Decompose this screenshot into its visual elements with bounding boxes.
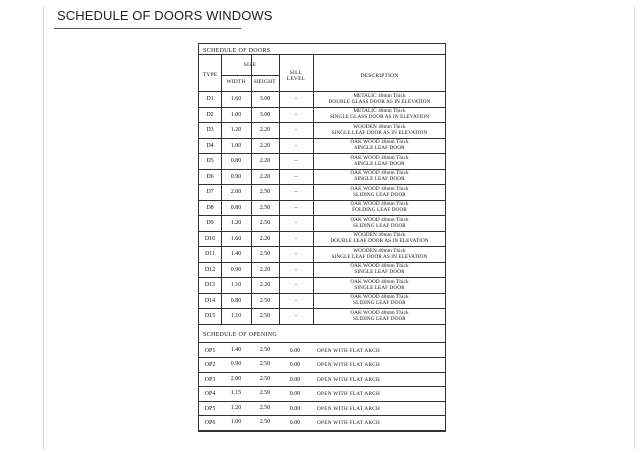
door-height-cell: 2.50	[259, 251, 271, 257]
type-header: TYPE	[202, 72, 218, 78]
opening-description-cell: OPEN WITH FLAT ARCH	[317, 347, 381, 354]
door-type-cell: D3	[206, 127, 214, 133]
opening-sill-cell: 0.00	[289, 405, 301, 412]
door-width-cell: 0.90	[230, 266, 242, 273]
door-height-cell: 2.50	[259, 189, 271, 195]
opening-height-cell: 2.50	[259, 404, 271, 411]
door-type-cell: D2	[206, 111, 214, 118]
door-description-line-2: SINGLE GLASS DOOR AS IN ELEVATION	[329, 114, 430, 120]
opening-width-cell: 1.40	[230, 346, 242, 353]
door-width-cell: 0.90	[230, 173, 242, 180]
grid-line	[199, 54, 446, 55]
door-type-cell: D1	[206, 96, 214, 102]
door-type-cell: D15	[204, 313, 216, 319]
door-width-cell: 1.60	[230, 235, 242, 242]
door-description-line-2: SINGLE LEAF DOOR	[354, 160, 405, 167]
grid-line	[221, 75, 279, 76]
opening-type-cell: OP1	[204, 347, 216, 354]
door-type-cell: D4	[206, 142, 214, 149]
opening-width-cell: 0.90	[230, 361, 242, 367]
door-description-line-1: OAK WOOD 40mm Thick	[350, 294, 409, 300]
opening-height-cell: 2.50	[259, 390, 271, 396]
width-header: WIDTH	[226, 79, 246, 85]
door-description-line-2: SLIDING LEAF DOOR	[353, 191, 406, 198]
door-sill-cell: –	[294, 158, 298, 164]
door-sill-cell: –	[294, 313, 298, 319]
opening-height-cell: 2.50	[259, 361, 271, 367]
opening-type-cell: OP3	[204, 376, 216, 383]
title-underline	[54, 28, 241, 29]
grid-line	[199, 415, 446, 416]
opening-description-cell: OPEN WITH FLAT ARCH	[317, 391, 381, 397]
door-width-cell: 1.00	[230, 142, 242, 149]
door-description-line-1: WOODEN 40mm Thick	[353, 247, 406, 254]
door-sill-cell: –	[294, 96, 298, 102]
grid-line	[199, 386, 446, 387]
door-description-line-1: METALIC 40mm Thick	[353, 92, 406, 99]
door-height-cell: 2.50	[259, 313, 271, 319]
door-height-cell: 2.50	[259, 297, 271, 304]
opening-width-cell: 2.00	[230, 375, 242, 382]
doors-schedule-title: SCHEDULE OF DOORS	[203, 48, 271, 54]
door-width-cell: 0.80	[230, 158, 242, 164]
opening-type-cell: OP5	[204, 405, 216, 412]
door-width-cell: 1.20	[230, 220, 242, 226]
opening-type-cell: OP4	[204, 391, 216, 397]
door-height-cell: 2.20	[259, 127, 271, 133]
door-description-line-2: SINGLE LEAF DOOR	[354, 284, 405, 291]
door-description-line-1: OAK WOOD 40mm Thick	[350, 185, 409, 192]
door-sill-cell: –	[294, 266, 298, 273]
door-height-cell: 2.20	[259, 235, 271, 242]
grid-line	[199, 372, 446, 373]
opening-width-cell: 1.00	[230, 419, 242, 425]
door-description-line-1: OAK WOOD 40mm Thick	[350, 263, 409, 269]
door-description-line-1: OAK WOOD 40mm Thick	[350, 139, 409, 145]
door-width-cell: 1.20	[230, 127, 242, 133]
opening-description-cell: OPEN WITH FLAT ARCH	[317, 362, 381, 368]
opening-sill-cell: 0.00	[289, 347, 301, 354]
opening-height-cell: 2.50	[259, 346, 271, 353]
door-description-line-2: SINGLE LEAF DOOR	[354, 145, 405, 151]
opening-height-cell: 2.50	[259, 419, 271, 425]
opening-sill-cell: 0.00	[289, 391, 301, 397]
door-description-line-1: OAK WOOD 40mm Thick	[350, 154, 409, 161]
door-type-cell: D12	[204, 266, 216, 273]
height-header: HEIGHT	[254, 79, 276, 85]
door-description-line-1: OAK WOOD 40mm Thick	[350, 309, 409, 316]
door-height-cell: 3.00	[259, 111, 271, 118]
door-height-cell: 3.00	[259, 96, 271, 102]
door-sill-cell: –	[294, 173, 298, 180]
door-width-cell: 1.40	[230, 251, 242, 257]
description-header: DESCRIPTION	[360, 73, 399, 79]
door-description-line-2: SLIDING LEAF DOOR	[353, 300, 406, 306]
opening-description-cell: OPEN WITH FLAT ARCH	[317, 376, 381, 383]
door-height-cell: 2.20	[259, 266, 271, 273]
door-width-cell: 1.00	[230, 111, 242, 118]
opening-sill-cell: 0.00	[289, 362, 301, 368]
opening-sill-cell: 0.00	[289, 420, 301, 426]
door-sill-cell: –	[294, 297, 298, 304]
opening-description-cell: OPEN WITH FLAT ARCH	[317, 405, 381, 412]
door-type-cell: D6	[206, 173, 214, 180]
door-height-cell: 2.50	[259, 220, 271, 226]
door-description-line-2: SINGLE LEAF DOOR AS IN ELEVATION	[331, 253, 428, 260]
opening-width-cell: 1.20	[230, 404, 242, 411]
door-description-line-2: FOLDING LEAF DOOR	[352, 207, 407, 213]
door-sill-cell: –	[294, 282, 298, 288]
opening-type-cell: OP2	[204, 362, 216, 368]
door-sill-cell: –	[294, 127, 298, 133]
door-sill-cell: –	[294, 235, 298, 242]
grid-line	[199, 342, 446, 343]
door-description-line-2: SLIDING LEAF DOOR	[353, 222, 406, 229]
door-height-cell: 2.50	[259, 204, 271, 211]
page-title: SCHEDULE OF DOORS WINDOWS	[57, 8, 273, 23]
door-sill-cell: –	[294, 189, 298, 195]
door-type-cell: D14	[204, 297, 216, 304]
door-type-cell: D7	[206, 189, 214, 195]
door-description-line-1: OAK WOOD 40mm Thick	[350, 170, 409, 176]
door-type-cell: D13	[204, 282, 216, 288]
door-width-cell: 1.10	[230, 313, 242, 319]
door-sill-cell: –	[294, 142, 298, 149]
door-type-cell: D11	[204, 251, 216, 257]
door-height-cell: 2.20	[259, 173, 271, 180]
door-type-cell: D8	[206, 204, 214, 211]
door-height-cell: 2.20	[259, 158, 271, 164]
grid-line	[199, 430, 446, 431]
door-sill-cell: –	[294, 204, 298, 211]
door-description-line-2: SINGLE LEAF DOOR	[354, 269, 405, 275]
door-description-line-1: WOODEN 40mm Thick	[353, 123, 406, 130]
door-sill-cell: –	[294, 251, 298, 257]
schedule-sheet	[198, 43, 446, 432]
opening-type-cell: OP6	[204, 420, 216, 426]
grid-line	[199, 324, 446, 325]
size-header: SIZE	[243, 62, 257, 68]
door-description-line-2: SINGLE LEAF DOOR AS IN ELEVATION	[331, 129, 428, 136]
door-width-cell: 0.80	[230, 297, 242, 304]
opening-height-cell: 2.50	[259, 375, 271, 382]
door-type-cell: D5	[206, 158, 214, 164]
door-type-cell: D9	[206, 220, 214, 226]
door-description-line-1: OAK WOOD 40mm Thick	[350, 278, 409, 285]
door-sill-cell: –	[294, 111, 298, 118]
door-description-line-1: METALIC 40mm Thick	[353, 108, 406, 114]
door-height-cell: 2.20	[259, 282, 271, 288]
opening-description-cell: OPEN WITH FLAT ARCH	[317, 420, 381, 426]
door-width-cell: 1.60	[230, 96, 242, 102]
door-description-line-2: DOUBLE GLASS DOOR AS IN ELEVATION	[328, 98, 431, 105]
door-width-cell: 1.10	[230, 282, 242, 288]
door-description-line-2: SINGLE LEAF DOOR	[354, 176, 405, 182]
door-description-line-1: OAK WOOD 40mm Thick	[350, 216, 409, 223]
openings-schedule-title: SCHEDULE OF OPENING	[203, 331, 278, 338]
level-header: LEVEL	[286, 76, 306, 82]
door-description-line-1: WOODEN 40mm Thick	[353, 232, 406, 238]
door-sill-cell: –	[294, 220, 298, 226]
door-height-cell: 2.20	[259, 142, 271, 149]
sill-header: SILL	[289, 70, 303, 76]
door-description-line-2: SLIDING LEAF DOOR	[353, 315, 406, 322]
door-description-line-1: OAK WOOD 40mm Thick	[350, 201, 409, 207]
door-description-line-2: DOUBLE LEAF DOOR AS IN ELEVATION	[330, 238, 429, 244]
opening-width-cell: 1.15	[230, 390, 242, 396]
grid-line	[199, 357, 446, 358]
door-width-cell: 2.00	[230, 189, 242, 195]
door-type-cell: D10	[204, 235, 216, 242]
door-width-cell: 0.80	[230, 204, 242, 211]
opening-sill-cell: 0.00	[289, 376, 301, 383]
grid-line	[199, 401, 446, 402]
